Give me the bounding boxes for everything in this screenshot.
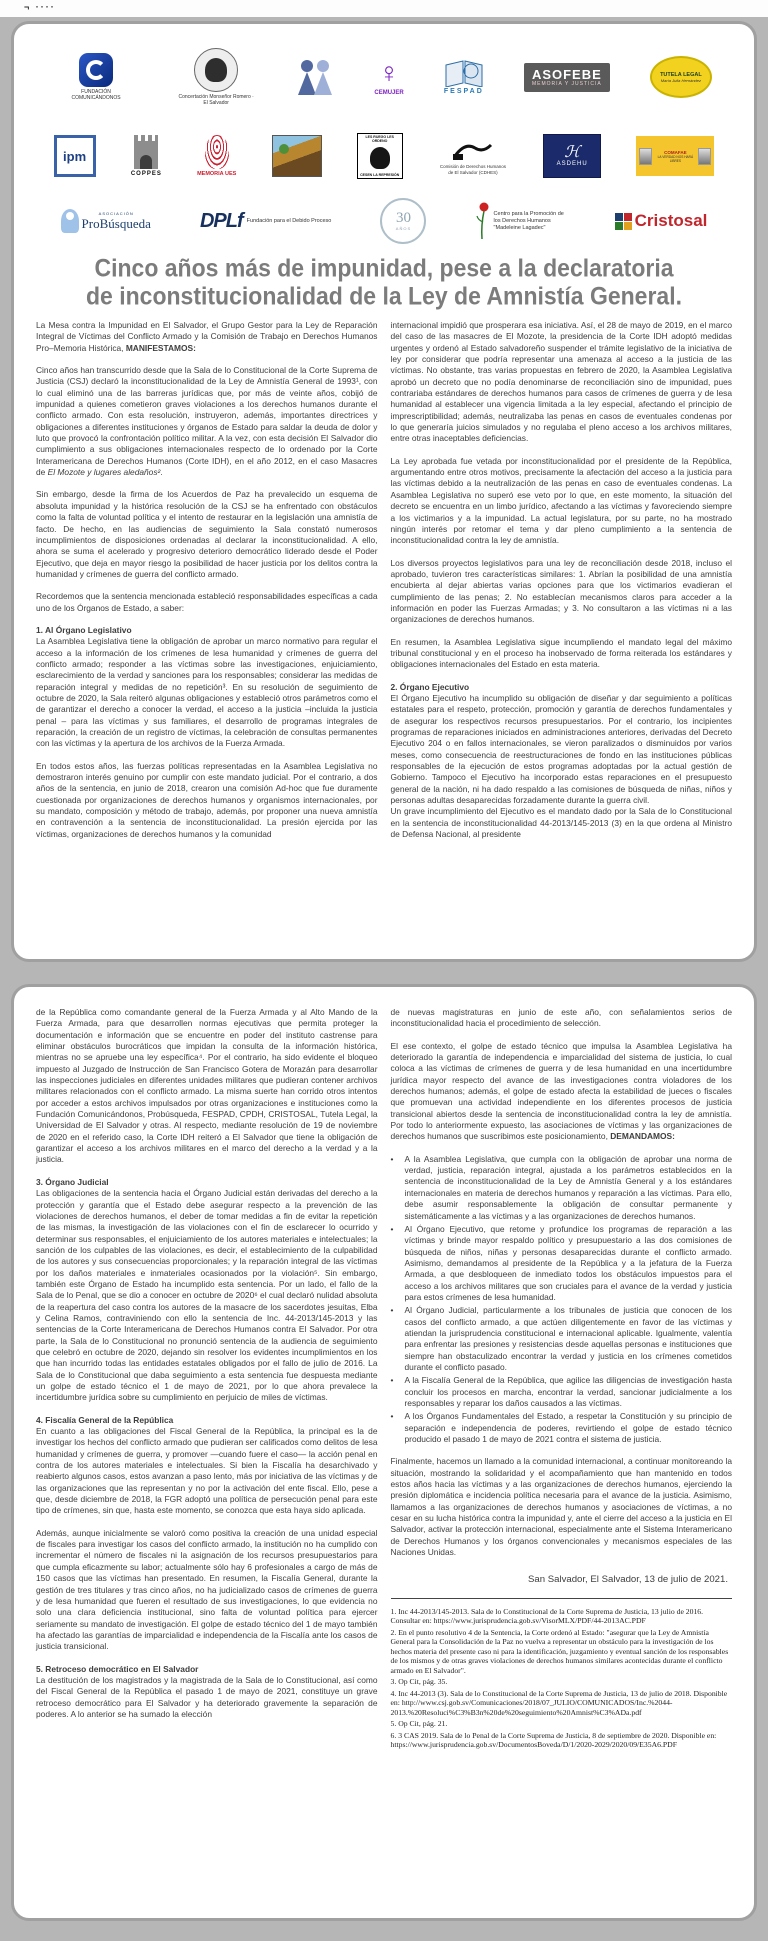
mozote-case-name: El Mozote y lugares aledaños²: [47, 467, 161, 478]
concertacion-monsenor-romero-logo: Concertación Monseñor Romero · El Salvador: [176, 48, 256, 106]
dateline: San Salvador, El Salvador, 13 de julio de 2021.: [527, 1574, 728, 1586]
paragraph: Sin embargo, desde la firma de los Acuerdos de Paz ha prevalecido un esquema de absoluta impunidad y la histórica resolución de la CSJ se ha enfrentado con obstáculos como la falta de voluntad política y el intento de restaurar en la legislación una amnistía de facto. De hecho, en las audiencias de seguimiento la Sala constató numerosos incumplimientos de disposiciones ordenadas al declarar la inconstitucionalidad. A ello, ahora se suma el acelerado y progresivo deterioro democrático liderado desde el Poder Ejecutivo, que deja en mayor riesgo la posibilidad de hacer justicia por los delitos contra la humanidad y crímenes de guerra del conflicto armado.: [36, 489, 378, 579]
footnote: 5. Op Cit, pág. 21.: [390, 1719, 448, 1729]
ipm-badge-icon: ipm: [54, 135, 96, 177]
comunicandonos-swirl-icon: [79, 53, 113, 87]
statement-page-1: [11, 21, 757, 962]
venus-symbol-icon: ♀: [378, 57, 400, 88]
section-heading-retroceso: 5. Retroceso democrático en El Salvador: [36, 1663, 199, 1674]
paragraph: La Mesa contra la Impunidad en El Salvador, el Grupo Gestor para la Ley de Reparación Integral de Víctimas del Conflicto Armado y la Comisión de Trabajo en Derechos Humanos Pro–Memoria Histórica, MANIFESTAMOS:: [36, 320, 378, 353]
paragraph: El Órgano Ejecutivo ha incumplido su obligación de diseñar y dar seguimiento a políticas estatales para el respeto, protección, promoción y garantía de derechos fundamentales y de asegurar los respectivos recursos presupuestarios. Por el contrario, los incipientes programas de reparaciones iniciados en administraciones anteriores, derivadas del Decreto Ejecutivo 204 o en fallos internacionales, se vieron paralizados o disminuidos por varios meses, como consecuencia de reestructuraciones de fondo en las instituciones públicas responsables de la ejecución de estos programas adoptadas por la actual gestión de Gobierno. Tampoco el Ejecutivo ha incorporado estas reparaciones en el presupuesto general de la nación, ni ha dado respaldo a las comisiones de búsqueda de niñas, niños y personas adultas desaparecidas forzadamente durante la guerra civil.: [390, 692, 732, 806]
fundacion-comunicandonos-logo: FUNDACIÓN COMUNICÁNDONOS: [56, 53, 136, 101]
bullet-icon: •: [390, 1375, 394, 1386]
paragraph: La destitución de los magistrados y la magistrada de la Sala de lo Constitucional, así como del Fiscal General de la República el pasado 1 de mayo de 2021, constituye un grave retroceso democrático para El Salvador y ha deteriorado gravemente la separación de poderes. A lo anterior se ha sumado la elección: [36, 1674, 378, 1719]
paragraph: En todos estos años, las fuerzas políticas representadas en la Asamblea Legislativa no demostraron interés genuino por cumplir con este mandato judicial. Por el contrario, a dos años de la sentencia, en junio de 2018, crearon una comisión Ad-hoc que fue duramente cuestionada por organizaciones de derechos humanos y organismos internacionales, por su mandato, composición y método de trabajo, además, por proponer una nueva amnistía en contravención a la sentencia de inconstitucionalidad. La presión ejercida por las víctimas, organizaciones de derechos humanos y la comunidad: [36, 760, 378, 839]
footnote: 3. Op Cit, pág. 35.: [390, 1677, 448, 1687]
paragraph: El ese contexto, el golpe de estado técnico que impulsa la Asamblea Legislativa ha deteriorado la garantía de independencia e imparcialidad del sistema de justicia, lo cual coloca a las víctimas de crímenes de guerra y de lesa humanidad en una incertidumbre jurídica mayor respecto del avance de las investigaciones contra violadores de los derechos humanos; además, el golpe de estado afecta la estabilidad de jueces o fiscales que promuevan una actividad independiente en los diferentes procesos de justicia transicional abiertos desde la sentencia de inconstitucionalidad contra la ley de amnistía. Por todo lo anteriormente expuesto, las asociaciones de víctimas y las organizaciones de derechos humanos que suscribimos este posicionamiento, DEMANDAMOS:: [390, 1040, 732, 1142]
paragraph: Los diversos proyectos legislativos para una ley de reconciliación desde 2018, incluso el aprobado, tuvieron tres características similares: 1. Abrían la posibilidad de una amnistía encubierta al dejar abiertas varias opciones para que los victimarios evadieran el cumplimiento de las penas; 2. No establecían mecanismos claros para acceder a la información en poder las Fuerzas Armadas; y 3. No consultaron a las víctimas ni a las organizaciones de derechos humanos.: [390, 557, 732, 625]
cdhes-logo: Comisión de Derechos Humanos de El Salvador (CDHES): [438, 136, 508, 176]
logo-row-3: [36, 192, 732, 250]
manifestamos-label: MANIFESTAMOS:: [125, 342, 196, 353]
page1-columns: [36, 320, 732, 851]
paragraph: internacional impidió que prosperara esa iniciativa. Así, el 28 de mayo de 2019, en el marco del caso de las masacres de El Mozote, la presidencia de la Corte IDH adoptó medidas urgentes y ordenó al Estado salvadoreño suspender el trámite legislativo de la iniciativa de ley por considerar que podría representar una amenaza al acceso a la justicia de las víctimas. No obstante, tras varias propuestas en febrero de 2020, la Asamblea Legislativa aprobó un decreto que no podía denominarse de reconciliación sino de impunidad, pues contrariaba estándares de derechos humanos para casos de crímenes de guerra y de lesa humanidad al establecer una vigencia limitada a la ley especial, afectando el principio de imprescriptibilidad; además, neutralizaba las penas en casos de eventuales condenas por lo que generaría juicios simulados y no regulaba el pleno acceso a los archivos militares, entre otras inaceptables deficiencias.: [390, 320, 732, 444]
paragraph: Finalmente, hacemos un llamado a la comunidad internacional, a continuar monitoreando la situación, mostrando la solidaridad y el acompañamiento que han mantenido en todos estos años hacia las víctimas y a las organizaciones de derechos humanos, ejerciendo la presión diplomática e incidencia política necesaria para el avance de la justicia. Asimismo, llamamos a las organizaciones de derechos humanos y asociaciones de víctimas, a no cesar en su lucha histórica contra la impunidad y, ante el cierre del acceso a la justicia en El Salvador, activar la protección internacional, especialmente ante el Sistema Interamericano de Derechos Humanos y los órganos convencionales y mecanismos especiales de las Naciones Unidas.: [390, 1456, 732, 1558]
paragraph: En resumen, la Asamblea Legislativa sigue incumpliendo el mandato legal del máximo tribunal constitucional y en el proceso ha inobservado de forma reiterada los estándares y obligaciones internacionales del Estado en esta materia.: [390, 636, 732, 670]
paragraph: Un grave incumplimiento del Ejecutivo es el mandato dado por la Sala de lo Constitucional en la sentencia de inconstitucionalidad 44-2013/145-2013 (3) en la que ordena al Ministro de Defensa Nacional, al presidente: [390, 806, 732, 840]
asdehu-logo: [543, 134, 601, 178]
bullet-icon: •: [390, 1305, 394, 1316]
asofebe-box: ASOFEBE MEMORIA Y JUSTICIA: [524, 63, 610, 92]
two-figures-logo: [296, 59, 334, 95]
30-anos-logo: [380, 198, 426, 244]
hands-icon: [451, 136, 495, 162]
photo-left-icon: [639, 148, 652, 165]
romero-portrait-icon: [194, 48, 238, 92]
mural-logo: [272, 135, 322, 177]
demand-item: • A los Órganos Fundamentales del Estado, a respetar la Constitución y su principio de separación e independencia de poderes, revirtiendo el golpe de estado técnico producido el pasado 1 de mayo de 2021 contra el sistema de justicia.: [390, 1411, 732, 1445]
footnote-divider: [391, 1598, 733, 1599]
rose-icon: [476, 202, 490, 240]
demand-item: • A la Fiscalía General de la República, que agilice las diligencias de investigación hasta concluir los procesos en marcha, encontrar la verdad, sancionar judicialmente a los responsables y reparar los daños causados a las víctimas.: [390, 1375, 732, 1408]
demands-list: [391, 1154, 733, 1446]
comafae-logo: [636, 136, 714, 176]
page2-column-1: [36, 1007, 378, 1752]
logo-row-1: [36, 34, 732, 120]
paragraph: de nuevas magistraturas en junio de este año, con señalamientos serios de inconstitucionalidad hacia el procedimiento de selección.: [390, 1007, 732, 1029]
coppes-logo: COPPES: [131, 135, 162, 177]
scan-top-margin: [0, 0, 768, 17]
dplf-logo: DPLf Fundación para el Debido Proceso: [199, 209, 332, 232]
asofebe-logo: [524, 63, 610, 92]
photo-right-icon: [698, 148, 711, 165]
statement-page-2: [11, 984, 757, 1921]
cristosal-logo: Cristosal: [615, 211, 708, 231]
title-line-1: Cinco años más de impunidad, pese a la declaratoria: [94, 253, 674, 282]
demandamos-label: DEMANDAMOS:: [610, 1131, 675, 1142]
prison-tower-icon: [134, 135, 158, 169]
page1-column-1: [36, 320, 378, 851]
page1-column-2: [391, 320, 733, 851]
title-line-2: de inconstitucionalidad de la Ley de Amnistía General.: [85, 282, 682, 311]
paragraph: de la República como comandante general de la Fuerza Armada y al Alto Mando de la Fuerza Armada, para que desarrollen normas ejecutivas que permita proteger la documentación e información que se encuentre en poder del instituto castrense para eliminar obstáculos burocráticos que impidan la consulta de la información histórica, mientras no se apruebe una ley específica⁴. Por el contrario, ha sido evidente el bloqueo impuesto al Juzgado de Instrucción de San Francisco Gotera de Morazán para desarrollar las inspecciones judiciales en diferentes unidades militares que pudieran contener archivos militares relacionados con el conflicto armado. La misma suerte han corrido otros intentos por acceder a estos archivos impulsados por otras organizaciones e instituciones como la Fundación Comunicándonos, Probúsqueda, FESPAD, CPDH, CRISTOSAL, Tutela Legal, la Universidad de El Salvador y otras. Al respecto, mediante resolución de 19 de noviembre de 2020 en el referido caso, la Corte IDH reiteró a El Salvador que tiene la obligación de garantizar el acceso a los archivos militares en el marco del derecho a la verdad y a la justicia.: [36, 1007, 378, 1165]
probusqueda-logo: ASOCIACIÓN ProBúsqueda: [61, 209, 151, 233]
paragraph: Cinco años han transcurrido desde que la Sala de lo Constitucional de la Corte Suprema de Justicia (CSJ) declaró la inconstitucionalidad de la Ley de Amnistía General de 1993¹, con lo cual eliminó una de las barreras jurídicas que, por más de veinte años, cobijó de impunidad a quienes cometieron graves violaciones a los derechos humanos durante el conflicto armado. Con esta resolución, instruyeron, además, importantes directrices y obligaciones a diferentes instituciones y órganos de Estado para saldar la deuda de dolor y luto que provocó la confrontación político militar. A la vez, con esta decisión El Salvador dio cumplimiento a sus obligaciones internacionales respecto de lo ordenado por la Corte Interamericana de Derechos Humanos (Corte IDH), en el año 2012, en el caso Masacres de El Mozote y lugares aledaños².: [36, 365, 378, 478]
logo-row-2: [36, 120, 732, 192]
fespad-logo: FESPAD: [444, 59, 484, 95]
statement-title: [36, 254, 732, 310]
open-book-icon: [444, 59, 484, 87]
tutela-legal-logo: [650, 56, 712, 98]
ipm-logo: [54, 135, 96, 177]
script-h-icon: ℋ: [564, 144, 581, 161]
cemujer-logo: ♀ CEMUJER: [374, 57, 404, 96]
romero-face-icon: [370, 147, 390, 169]
demand-item: • A la Asamblea Legislativa, que cumpla con la obligación de aprobar una norma de verdad, justicia, reparación integral, ajustada a los parámetros establecidos en la sentencia de inconstitucionalidad de la Ley de Amnistía General y a los estándares internacionales en materia de derechos humanos y reparación a las víctimas. Para ello, debe asumir responsablemente la obligación de consultar permanente y sistemáticamente a las víctimas y a las organizaciones de derechos humanos.: [390, 1153, 732, 1221]
paragraph: Recordemos que la sentencia mencionada estableció responsabilidades específicas a cada uno de los Órganos de Estado, a saber:: [36, 591, 378, 613]
footnote: 4. Inc 44-2013 (3). Sala de lo Constitucional de la Corte Suprema de Justicia, 13 de julio de 2018. Disponible en: http://www.csj.gob.sv/Comunicaciones/2018/07_JULIO/COMUNICADOS/Inc.%2044- 2013.%20Resoluci%C3%B3n%20de%20seguimiento%20Amnist%C3%ADa.pdf: [390, 1688, 728, 1717]
section-heading-legislativo: 1. Al Órgano Legislativo: [36, 624, 132, 635]
section-heading-fiscalia: 4. Fiscalía General de la República: [36, 1414, 174, 1425]
bullet-icon: •: [390, 1223, 394, 1234]
madeleine-lagadec-logo: Centro para la Promoción de los Derechos Humanos "Madeleine Lagadec": [476, 202, 566, 240]
section-heading-ejecutivo: 2. Órgano Ejecutivo: [390, 681, 470, 692]
fingerprint-icon: [205, 135, 229, 169]
paragraph: En cuanto a las obligaciones del Fiscal General de la República, la principal es la de investigar los hechos del conflicto armado que pudieran ser calificados como delitos de lesa humanidad y crímenes de guerra, y promover —cuando fuere el caso— la acción penal en contra de los autores materiales e intelectuales. Si bien la Fiscalía ha desarchivado y reabierto algunos casos, estos avanzan a paso lento, más por iniciativa de las víctimas y de las organizaciones que las representan y no por la activación del ente fiscal. Ello, pese a que, desde diciembre de 2018, la FGR adoptó una política de persecución penal para este tipo de crímenes, sin que, hasta este momento, se conozca que esta haya sido aplicada.: [36, 1426, 378, 1516]
memoria-ues-logo: MEMORIA UES: [197, 135, 236, 177]
section-heading-judicial: 3. Órgano Judicial: [36, 1176, 109, 1187]
page2-column-2: [391, 1007, 733, 1752]
mother-child-icon: [61, 209, 79, 233]
scan-artifact: ¬ ····: [24, 2, 56, 12]
30-anos-seal-icon: 30 AÑOS: [380, 198, 426, 244]
bullet-icon: •: [390, 1411, 394, 1422]
asdehu-box: ℋ ASDEHU: [543, 134, 601, 178]
footnote: 6. 3 CAS 2019. Sala de lo Penal de la Corte Suprema de Justicia, 8 de septiembre de 2020. Disponible en: https://www.jurisprudencia.gob.sv/DocumentosBoveda/D/1/2020-2029/2020/09/E35A6.PDF: [390, 1730, 717, 1750]
cesen-la-represion-logo: [357, 133, 403, 179]
footnotes: [391, 1607, 733, 1750]
paragraph: Las obligaciones de la sentencia hacia el Órgano Judicial están derivadas del derecho a la protección y garantía que el Estado debe asegurar respecto a la prevención de las violaciones de derechos humanos, el deber de tomar medidas a fin de evitar la repetición de las mismas, la investigación de las violaciones con el fin de esclarecer lo ocurrido y determinar sus responsables, el enjuiciamiento de los autores materiales e intelectuales; la sanción de los culpables de las violaciones, es decir, el establecimiento de la culpabilidad de los autores y sus consecuencias proporcionales; y la reparación integral de las víctimas por los daños materiales e inmateriales ocasionados por la violación⁵. Sin embargo, también este Órgano de Estado ha incumplido esta sentencia. Por un lado, el fallo de la Sala de lo Penal, que se dio a conocer en octubre de 2020⁶ el cual declaró nulidad absoluta de la reapertura del caso contra los autores de la masacre de los sacerdotes jesuitas, Elba y Celina Ramos, contraviniendo con ello la sentencia de Inc. 44-2013/145-2013 y las sentencias de la Corte Interamericana de Derechos Humanos contra El Salvador. Por otra parte, la Sala de lo Constitucional no pronunció sentencia de la audiencia de seguimiento que celebró en octubre de 2020, dejando sin resolver los evidentes incumplimientos en los que han incurrido todas las entidades estatales obligados por el fallo de julio de 2016. La Sala de lo Constitucional que daba seguimiento a esta sentencia fue despuesta mediante un golpe de estado técnico el 1 de mayo de 2021, por lo que ahora prevalece la incertidumbre jurídica sobre su cumplimiento en perjuicio de miles de víctimas.: [36, 1188, 378, 1403]
paragraph: Además, aunque inicialmente se valoró como positiva la creación de una unidad especial de fiscales para investigar los casos del conflicto armado, la institución no ha cumplido con incrementar el número de fiscales ni la asignación de los recursos presupuestarios para que cumpla eficazmente su labor; actualmente sólo hay 6 profesionales a cargo de más de 150 casos que las víctimas han presentado. En resumen, la Fiscalía General, durante la gestión de tres titulares y tras cinco años, no ha judicializado casos de crímenes de guerra y de lesa humanidad que fueren el resultado de sus investigaciones, lo que evidencia no solo una clara deficiencia institucional, sino falta de voluntad política para ejercer seriamente su mandato de investigación. El golpe de estado técnico del 1 de mayo también ha afectado las garantías de imparcialidad e independencia de la Fiscalía ante los casos de justicia transicional.: [36, 1527, 378, 1652]
demand-item: • Al Órgano Ejecutivo, que retome y profundice los programas de reparación a las víctimas y brinde mayor respaldo político y presupuestario a las dos comisiones de búsqueda de niños, niñas y personas desaparecidas durante el conflicto armado. Asimismo, demandamos al presidente de la República y a la jefatura de la Fuerza Armada, a que desbloqueen de inmediato todos los obstáculos impuestos para el acceso a los archivos militares que son cruciales para el avance de la verdad y justicia para estos crímenes de lesa humanidad.: [390, 1223, 732, 1302]
cristosal-mosaic-icon: [615, 213, 632, 230]
bullet-icon: •: [390, 1153, 394, 1164]
page2-columns: [36, 1007, 732, 1752]
tutela-legal-seal-icon: TUTELA LEGAL María Julia Hernández: [650, 56, 712, 98]
paragraph: La Asamblea Legislativa tiene la obligación de aprobar un marco normativo para regular el acceso a la información de los crímenes de lesa humanidad y crímenes de guerra del conflicto armado; responder a las víctimas sobre las investigaciones, enjuiciamiento, esclarecimiento de la verdad y sanciones para los responsables; considerar las medidas de reparación integral y medidas de no repetición³. En su resolución de seguimiento de octubre de 2020, la Sala reiteró algunas obligaciones y estableció otros parámetros como el de garantizar el derecho a conocer la verdad, el acceso a la justicia –incluida la justicia penal – para las víctimas y sus familiares, el desarrollo de programas integrales de reparación, la creación de un registro de víctimas, la celebración de consultas permanentes con las víctimas y la apertura de los archivos de la Fuerza Armada.: [36, 636, 378, 749]
two-figures-icon: [296, 59, 334, 95]
comafae-banner: COMAFAE LA VERDAD NOS HARÁ LIBRES: [636, 136, 714, 176]
demand-item: • Al Órgano Judicial, particularmente a los tribunales de justicia que conocen de los casos del conflicto armado, a que actúen diligentemente en favor de las víctimas y atiendan la jurisprudencia constitucional e internacional aplicable. Igualmente, valentía para enfrentar las presiones y resistencias desde aquellas personas e instituciones que siempre han obstaculizado encontrar la verdad y justicia en los crímenes cometidos durante el conflicto pasado.: [390, 1305, 732, 1372]
footnote: 1. Inc 44-2013/145-2013. Sala de lo Constitucional de la Corte Suprema de Justicia, 13 julio de 2016. Consultar en: https://www.jurisprudencia.gob.sv/VisorMLX/PDF/44-2013AC.PDF: [390, 1606, 704, 1626]
paragraph: La Ley aprobada fue vetada por inconstitucionalidad por el presidente de la República, argumentando entre otros motivos, precisamente la afectación del acceso a la justicia para las víctimas debido a la neutralización de las penas en caso de eventuales condenas. La Asamblea Legislativa no superó ese veto por lo que, en este momento, la situación del decreto se encuentra en un limbo jurídico, afectando a las víctimas y favoreciendo siempre a los victimarios y a la impunidad. La actual legislatura, por su parte, no ha mostrado ningún interés por retomar el tema y dar pleno cumplimiento a la sentencia de inconstitucionalidad contra la ley de amnistía.: [390, 455, 732, 546]
romero-quote-icon: LES RUEGO LES ORDENO CESEN LA REPRESIÓN: [357, 133, 403, 179]
mural-painting-icon: [272, 135, 322, 177]
footnote: 2. En el punto resolutivo 4 de la Sentencia, la Corte ordenó al Estado: "asegurar que la Ley de Amnistía General para la Consolidación de la Paz no vuelva a representar un obstáculo para la investigación de los hechos materia del presente caso ni para la identificación, juzgamiento y eventual sanción de los responsables de los mismos y de otras graves violaciones de derechos humanos similares acontecidas durante el conflicto armado en El Salvador".: [390, 1627, 729, 1675]
